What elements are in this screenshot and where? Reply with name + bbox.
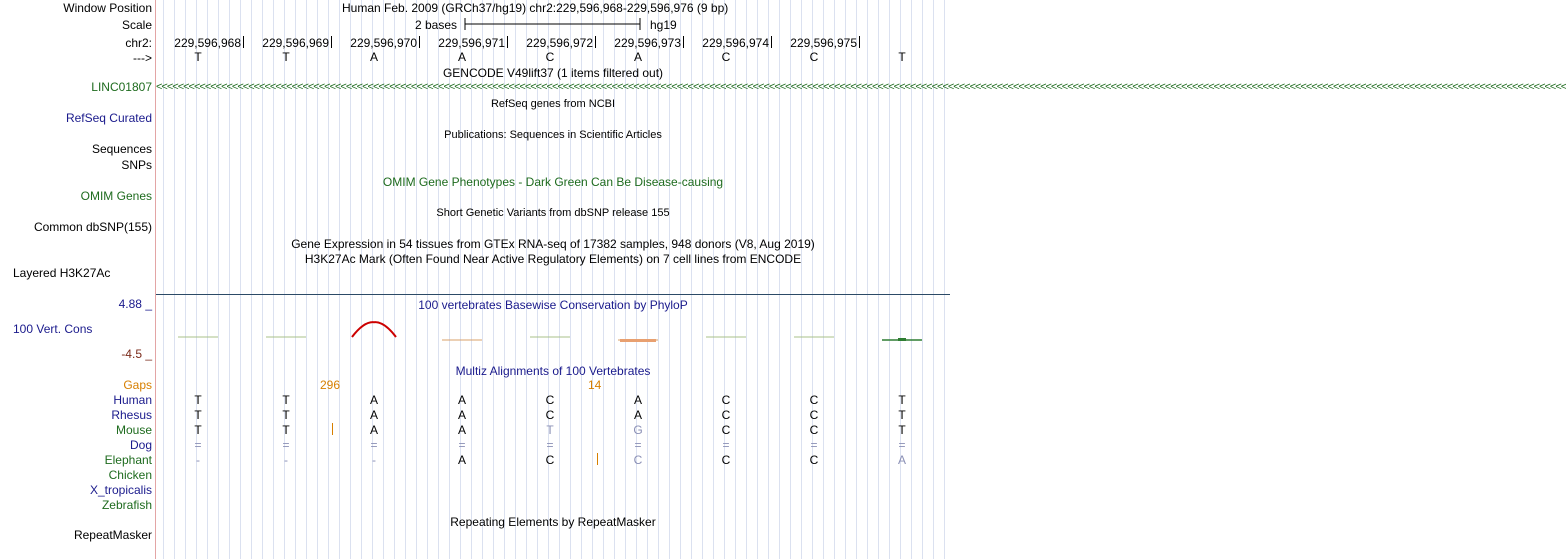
alignment-base: T — [282, 408, 290, 422]
species-label-elephant[interactable]: Elephant — [104, 453, 152, 467]
alignment-base: - — [196, 453, 200, 467]
reverse-strand-arrows: <<<<<<<<<<<<<<<<<<<<<<<<<<<<<<<<<<<<<<<<<<<<<<<<<<<<<<<<<<<<<<<<<<<<<<<<<<<<<<<<<<<<<<<<<<<<<<<<<<<<<<<<<<<<<<<<<<<<<<<<<<<<<<<<<<<<<<<<<<<<<<<<<<<<<<<<<<<<<<<<<<<<<<<<<<<<<<<<<<<<<<<<<<<<<<<<<<<<<<<<<<<<<<<<<<<<<<<<<<<<<<<<<<<<<<<<<<<<<<<<<<<<<<<<<<<<<<<<<<<< — [156, 81, 1566, 93]
omim-track-label[interactable]: OMIM Genes — [80, 189, 152, 203]
species-label-dog[interactable]: Dog — [129, 438, 152, 452]
reference-base: A — [457, 50, 466, 64]
alignment-base: T — [898, 393, 906, 407]
reference-base: A — [369, 50, 378, 64]
ruler-position-label: 229,596,969 — [262, 36, 329, 50]
species-label-chicken[interactable]: Chicken — [108, 468, 152, 482]
ruler-position-label: 229,596,971 — [438, 36, 505, 50]
refseq-track-title: RefSeq genes from NCBI — [490, 98, 616, 110]
reference-base: C — [545, 50, 555, 64]
omim-track-title: OMIM Gene Phenotypes - Dark Green Can Be Disease-causing — [382, 175, 724, 189]
scale-assembly-label: hg19 — [650, 18, 677, 32]
sequences-track-label[interactable]: Sequences — [91, 142, 152, 156]
alignment-base: C — [809, 408, 819, 422]
repeatmasker-track-label[interactable]: RepeatMasker — [73, 528, 152, 542]
scale-bar-text: 2 bases — [415, 18, 458, 32]
alignment-base: C — [809, 453, 819, 467]
alignment-base: T — [194, 423, 202, 437]
alignment-base: T — [194, 393, 202, 407]
phylop-track-title: 100 vertebrates Basewise Conservation by PhyloP — [418, 298, 688, 312]
alignment-base: C — [809, 393, 819, 407]
alignment-base: A — [633, 408, 642, 422]
alignment-base: C — [809, 423, 819, 437]
alignment-base: C — [633, 453, 643, 467]
phylop-peak — [352, 322, 396, 337]
ruler-position-label: 229,596,972 — [526, 36, 593, 50]
h3k27ac-track-label[interactable]: Layered H3K27Ac — [13, 266, 111, 280]
alignment-base: C — [545, 408, 555, 422]
species-label-mouse[interactable]: Mouse — [115, 423, 152, 437]
reference-base: T — [898, 50, 906, 64]
repeatmasker-track-title: Repeating Elements by RepeatMasker — [450, 515, 656, 529]
reference-base: A — [633, 50, 642, 64]
alignment-base: A — [457, 408, 466, 422]
alignment-base: = — [546, 438, 554, 452]
reference-base: T — [282, 50, 290, 64]
alignment-base: = — [458, 438, 466, 452]
scale-label: Scale — [121, 18, 152, 32]
ruler-position-label: 229,596,975 — [790, 36, 857, 50]
alignment-base: C — [545, 453, 555, 467]
alignment-base: - — [284, 453, 288, 467]
gencode-track-title: GENCODE V49lift37 (1 items filtered out) — [442, 66, 664, 80]
alignment-base: T — [282, 393, 290, 407]
gap-count-1: 296 — [320, 378, 341, 392]
mouse-insertion-marker — [332, 423, 333, 435]
alignment-base: T — [898, 408, 906, 422]
alignment-base: = — [370, 438, 378, 452]
refseq-track-label[interactable]: RefSeq Curated — [65, 111, 152, 125]
gene-label-linc01807[interactable]: LINC01807 — [91, 80, 152, 94]
alignment-base: C — [721, 423, 731, 437]
alignment-base: = — [722, 438, 730, 452]
window-position-label: Window Position — [63, 1, 152, 15]
gtex-track-title: Gene Expression in 54 tissues from GTEx RNA-seq of 17382 samples, 948 donors (V8, Aug 2019) — [291, 237, 815, 251]
gap-count-2: 14 — [588, 378, 602, 392]
h3k27ac-track-title: H3K27Ac Mark (Often Found Near Active Regulatory Elements) on 7 cell lines from ENCODE — [304, 252, 802, 266]
alignment-base: T — [898, 423, 906, 437]
snps-track-label[interactable]: SNPs — [121, 158, 152, 172]
phylop-track-label[interactable]: 100 Vert. Cons — [13, 322, 93, 336]
alignment-base: C — [721, 453, 731, 467]
ruler-position-label: 229,596,973 — [614, 36, 681, 50]
chrom-label: chr2: — [125, 36, 152, 50]
alignment-base: = — [634, 438, 642, 452]
alignment-base: = — [282, 438, 290, 452]
reference-base: C — [721, 50, 731, 64]
alignment-base: A — [457, 453, 466, 467]
alignment-base: T — [546, 423, 554, 437]
alignment-base: = — [194, 438, 202, 452]
alignment-base: A — [457, 393, 466, 407]
species-label-zebrafish[interactable]: Zebrafish — [101, 498, 152, 512]
reference-base: T — [194, 50, 202, 64]
alignment-base: A — [369, 408, 378, 422]
alignment-base: C — [721, 408, 731, 422]
strand-label: ---> — [133, 51, 152, 65]
alignment-base: T — [282, 423, 290, 437]
ruler-position-label: 229,596,970 — [350, 36, 417, 50]
alignment-base: G — [633, 423, 643, 437]
alignment-base: A — [457, 423, 466, 437]
window-position-value: Human Feb. 2009 (GRCh37/hg19) chr2:229,596,968-229,596,976 (9 bp) — [342, 1, 729, 15]
phylop-min-label: -4.5 _ — [121, 347, 152, 361]
alignment-base: - — [372, 453, 376, 467]
dbsnp-track-title: Short Genetic Variants from dbSNP release 155 — [436, 207, 670, 219]
ruler-position-label: 229,596,968 — [174, 36, 241, 50]
phylop-max-label: 4.88 _ — [118, 297, 152, 311]
alignment-base: = — [898, 438, 906, 452]
elephant-insertion-marker — [597, 453, 598, 465]
species-label-rhesus[interactable]: Rhesus — [111, 408, 152, 422]
gaps-label: Gaps — [123, 378, 152, 392]
alignment-base: = — [810, 438, 818, 452]
reference-base: C — [809, 50, 819, 64]
ruler-position-label: 229,596,974 — [702, 36, 769, 50]
multiz-track-title: Multiz Alignments of 100 Vertebrates — [455, 364, 651, 378]
species-label-human[interactable]: Human — [113, 393, 152, 407]
phylop-negative-block — [620, 339, 656, 342]
alignment-base: C — [721, 393, 731, 407]
alignment-base: C — [545, 393, 555, 407]
dbsnp-track-label[interactable]: Common dbSNP(155) — [33, 220, 152, 234]
alignment-base: A — [369, 393, 378, 407]
alignment-base: A — [633, 393, 642, 407]
alignment-base: T — [194, 408, 202, 422]
phylop-negative-block — [898, 338, 906, 341]
species-label-xtropicalis[interactable]: X_tropicalis — [89, 483, 152, 497]
alignment-base: A — [897, 453, 906, 467]
publications-track-title: Publications: Sequences in Scientific Articles — [444, 129, 662, 141]
alignment-base: A — [369, 423, 378, 437]
